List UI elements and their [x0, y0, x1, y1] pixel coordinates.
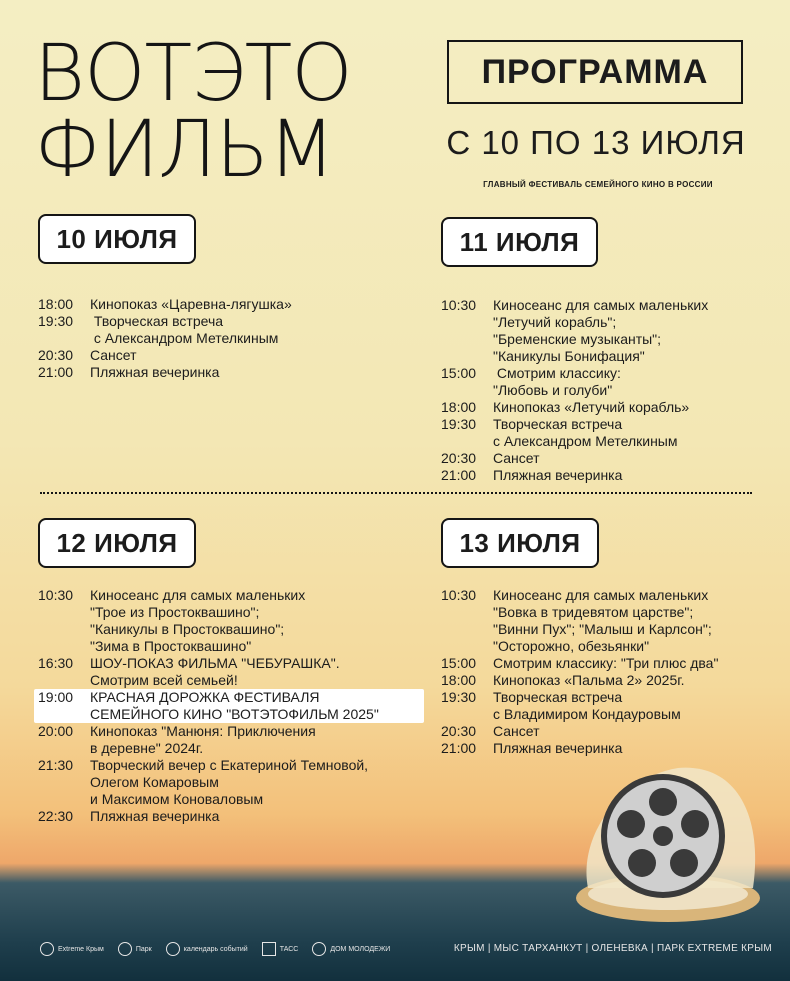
partner-label: ТАСС	[279, 945, 299, 953]
partner-label: Парк	[135, 945, 152, 953]
schedule-row	[441, 297, 708, 365]
dom-icon	[312, 942, 326, 956]
partner-label: Extreme Крым	[58, 945, 104, 953]
schedule-day-11	[441, 297, 708, 484]
event-text: Пляжная вечеринка	[493, 467, 623, 483]
logo-line-2: ФИЛЬМ	[34, 105, 335, 195]
event-time: 10:30	[441, 297, 477, 313]
event-text: Кинопоказ «Пальма 2» 2025г.	[493, 672, 685, 688]
schedule-row	[441, 450, 708, 467]
event-text: Киносеанс для самых маленьких "Вовка в тридевятом царстве"; "Винни Пух"; "Малыш и Карлсон"; "Осторожно, обезьянки"	[493, 587, 712, 654]
schedule-row-highlighted	[34, 689, 424, 723]
event-time: 19:30	[441, 689, 477, 705]
park-icon	[118, 942, 132, 956]
event-text: КРАСНАЯ ДОРОЖКА ФЕСТИВАЛЯ СЕМЕЙНОГО КИНО "ВОТЭТОФИЛЬМ 2025"	[90, 689, 379, 722]
reel-hole	[681, 810, 709, 838]
schedule-row	[38, 655, 424, 689]
event-text: Сансет	[493, 450, 540, 466]
schedule-row	[38, 364, 292, 381]
schedule-row	[38, 587, 424, 655]
event-text: Смотрим классику: "Три плюс два"	[493, 655, 719, 671]
calendar-icon	[166, 942, 180, 956]
schedule-row	[38, 347, 292, 364]
schedule-day-12	[38, 587, 424, 825]
event-time: 21:30	[38, 757, 74, 773]
schedule-row	[441, 723, 718, 740]
logo-line-1: ВОТЭТО	[34, 29, 352, 119]
schedule-row	[441, 689, 718, 723]
partner-calendar	[166, 942, 248, 956]
event-time: 18:00	[38, 296, 74, 312]
schedule-row	[38, 757, 424, 808]
schedule-row	[38, 723, 424, 757]
event-time: 10:30	[441, 587, 477, 603]
day-badge-10: 10 ИЮЛЯ	[38, 214, 196, 264]
schedule-row	[441, 399, 708, 416]
event-time: 10:30	[38, 587, 74, 603]
schedule-day-10	[38, 296, 292, 381]
festival-dates: С 10 ПО 13 ИЮЛЯ	[446, 124, 746, 161]
festival-locations: КРЫМ | МЫС ТАРХАНКУТ | ОЛЕНЕВКА | ПАРК EXTREME КРЫМ	[453, 943, 772, 954]
event-text: Кинопоказ «Царевна-лягушка»	[90, 296, 292, 312]
day-badge-12: 12 ИЮЛЯ	[38, 518, 196, 568]
event-time: 19:30	[441, 416, 477, 432]
partner-label: календарь событий	[183, 945, 248, 953]
partner-label: ДОМ МОЛОДЕЖИ	[330, 945, 391, 953]
partner-dom	[312, 942, 390, 956]
event-time: 19:30	[38, 313, 74, 329]
reel-hole	[628, 849, 656, 877]
schedule-row	[441, 672, 718, 689]
event-text: Киносеанс для самых маленьких "Летучий корабль"; "Бременские музыканты"; "Каникулы Бонифация"	[493, 297, 709, 364]
event-time: 18:00	[441, 672, 477, 688]
schedule-day-13	[441, 587, 718, 757]
event-text: Творческий вечер с Екатериной Темновой, Олегом Комаровым и Максимом Коноваловым	[90, 757, 369, 807]
schedule-row	[441, 467, 708, 484]
event-time: 20:00	[38, 723, 74, 739]
event-text: Творческая встреча с Александром Метелкиным	[493, 416, 678, 449]
schedule-row	[441, 365, 708, 399]
event-time: 20:30	[441, 723, 477, 739]
schedule-row	[38, 808, 424, 825]
event-text: Пляжная вечеринка	[90, 364, 220, 380]
event-text: Киносеанс для самых маленьких "Трое из Простоквашино"; "Каникулы в Простоквашино"; "Зима в Простоквашино"	[90, 587, 306, 654]
event-text: Пляжная вечеринка	[90, 808, 220, 824]
program-title: ПРОГРАММА	[447, 40, 743, 104]
film-reel-illustration	[568, 748, 768, 928]
event-time: 21:00	[441, 740, 477, 756]
schedule-row	[441, 655, 718, 672]
event-time: 15:00	[441, 365, 477, 381]
event-time: 22:30	[38, 808, 74, 824]
schedule-row	[38, 296, 292, 313]
extreme-icon	[40, 942, 54, 956]
reel-hole	[617, 810, 645, 838]
reel-hole	[670, 849, 698, 877]
festival-logo	[34, 29, 352, 195]
event-text: Смотрим классику: "Любовь и голуби"	[493, 365, 621, 398]
partner-tass	[262, 942, 299, 956]
event-time: 18:00	[441, 399, 477, 415]
reel-hub	[653, 826, 673, 846]
partner-park	[118, 942, 152, 956]
event-time: 21:00	[441, 467, 477, 483]
event-text: Кинопоказ "Манюня: Приключения в деревне" 2024г.	[90, 723, 316, 756]
event-text: Творческая встреча с Владимиром Кондауровым	[493, 689, 681, 722]
event-text: ШОУ-ПОКАЗ ФИЛЬМА "ЧЕБУРАШКА". Смотрим всей семьей!	[90, 655, 340, 688]
schedule-row	[441, 587, 718, 655]
event-text: Сансет	[493, 723, 540, 739]
event-time: 16:30	[38, 655, 74, 671]
event-time: 19:00	[38, 689, 74, 705]
event-time: 20:30	[441, 450, 477, 466]
event-text: Пляжная вечеринка	[493, 740, 623, 756]
event-time: 20:30	[38, 347, 74, 363]
event-text: Сансет	[90, 347, 137, 363]
reel-hole	[649, 788, 677, 816]
event-text: Кинопоказ «Летучий корабль»	[493, 399, 690, 415]
partner-extreme	[40, 942, 104, 956]
event-time: 15:00	[441, 655, 477, 671]
event-text: Творческая встреча с Александром Метелкиным	[93, 313, 279, 346]
section-divider	[40, 492, 752, 494]
tass-icon	[262, 942, 276, 956]
schedule-row	[441, 416, 708, 450]
schedule-row	[38, 313, 292, 347]
event-time: 21:00	[38, 364, 74, 380]
festival-subtitle: ГЛАВНЫЙ ФЕСТИВАЛЬ СЕМЕЙНОГО КИНО В РОССИИ	[483, 180, 713, 189]
day-badge-13: 13 ИЮЛЯ	[441, 518, 599, 568]
day-badge-11: 11 ИЮЛЯ	[441, 217, 598, 267]
